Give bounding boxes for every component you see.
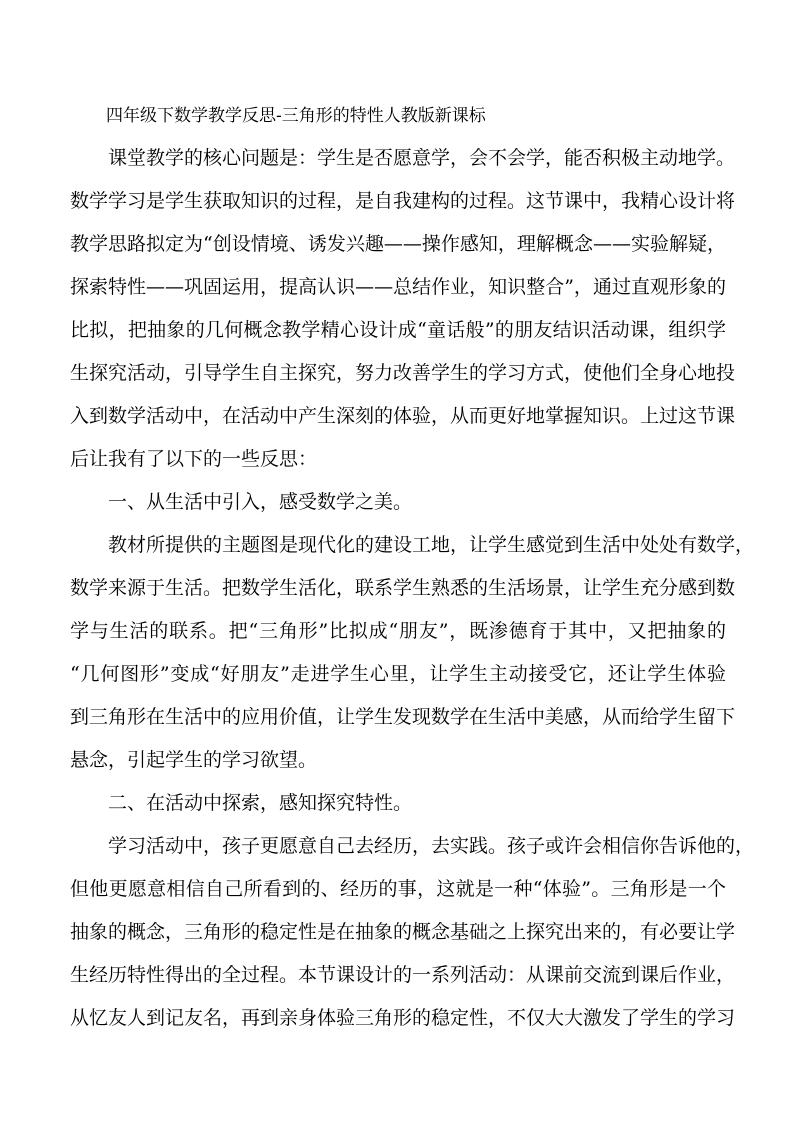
document-title: 四年级下数学教学反思-三角形的特性人教版新课标 bbox=[106, 106, 486, 126]
paragraph-line: 后让我有了以下的一些反思： bbox=[70, 448, 318, 470]
paragraph-line: 教学思路拟定为“创设情境、诱发兴趣——操作感知，理解概念——实验解疑， bbox=[70, 233, 726, 255]
paragraph-line: 到三角形在生活中的应用价值，让学生发现数学在生活中美感，从而给学生留下 bbox=[70, 706, 736, 728]
paragraph-line: 比拟，把抽象的几何概念教学精心设计成“童话般”的朋友结识活动课，组织学 bbox=[70, 319, 726, 341]
paragraph-line: 但他更愿意相信自己所看到的、经历的事，这就是一种“体验”。三角形是一个 bbox=[70, 878, 726, 900]
paragraph-line: 课堂教学的核心问题是：学生是否愿意学，会不会学，能否积极主动地学。 bbox=[108, 147, 736, 169]
section-heading: 二、在活动中探索，感知探究特性。 bbox=[108, 792, 413, 814]
paragraph-line: “几何图形”变成“好朋友”走进学生心里，让学生主动接受它，还让学生体验 bbox=[70, 663, 726, 685]
paragraph-line: 教材所提供的主题图是现代化的建设工地，让学生感觉到生活中处处有数学， bbox=[108, 534, 755, 556]
paragraph-line: 从忆友人到记友名，再到亲身体验三角形的稳定性，不仅大大激发了学生的学习 bbox=[70, 1007, 736, 1029]
section-heading: 一、从生活中引入，感受数学之美。 bbox=[108, 491, 413, 513]
paragraph-line: 学与生活的联系。把“三角形”比拟成“朋友”，既渗德育于其中，又把抽象的 bbox=[70, 620, 726, 642]
paragraph-line: 抽象的概念，三角形的稳定性是在抽象的概念基础之上探究出来的，有必要让学 bbox=[70, 921, 736, 943]
paragraph-line: 探索特性——巩固运用，提高认识——总结作业，知识整合”，通过直观形象的 bbox=[70, 276, 726, 298]
paragraph-line: 数学学习是学生获取知识的过程，是自我建构的过程。这节课中，我精心设计将 bbox=[70, 190, 736, 212]
paragraph-line: 生经历特性得出的全过程。本节课设计的一系列活动：从课前交流到课后作业， bbox=[70, 964, 736, 986]
paragraph-line: 生探究活动，引导学生自主探究，努力改善学生的学习方式，使他们全身心地投 bbox=[70, 362, 736, 384]
paragraph-line: 数学来源于生活。把数学生活化，联系学生熟悉的生活场景，让学生充分感到数 bbox=[70, 577, 736, 599]
paragraph-line: 学习活动中，孩子更愿意自己去经历，去实践。孩子或许会相信你告诉他的， bbox=[108, 835, 755, 857]
paragraph-line: 入到数学活动中，在活动中产生深刻的体验，从而更好地掌握知识。上过这节课 bbox=[70, 405, 736, 427]
paragraph-line: 悬念，引起学生的学习欲望。 bbox=[70, 749, 318, 771]
